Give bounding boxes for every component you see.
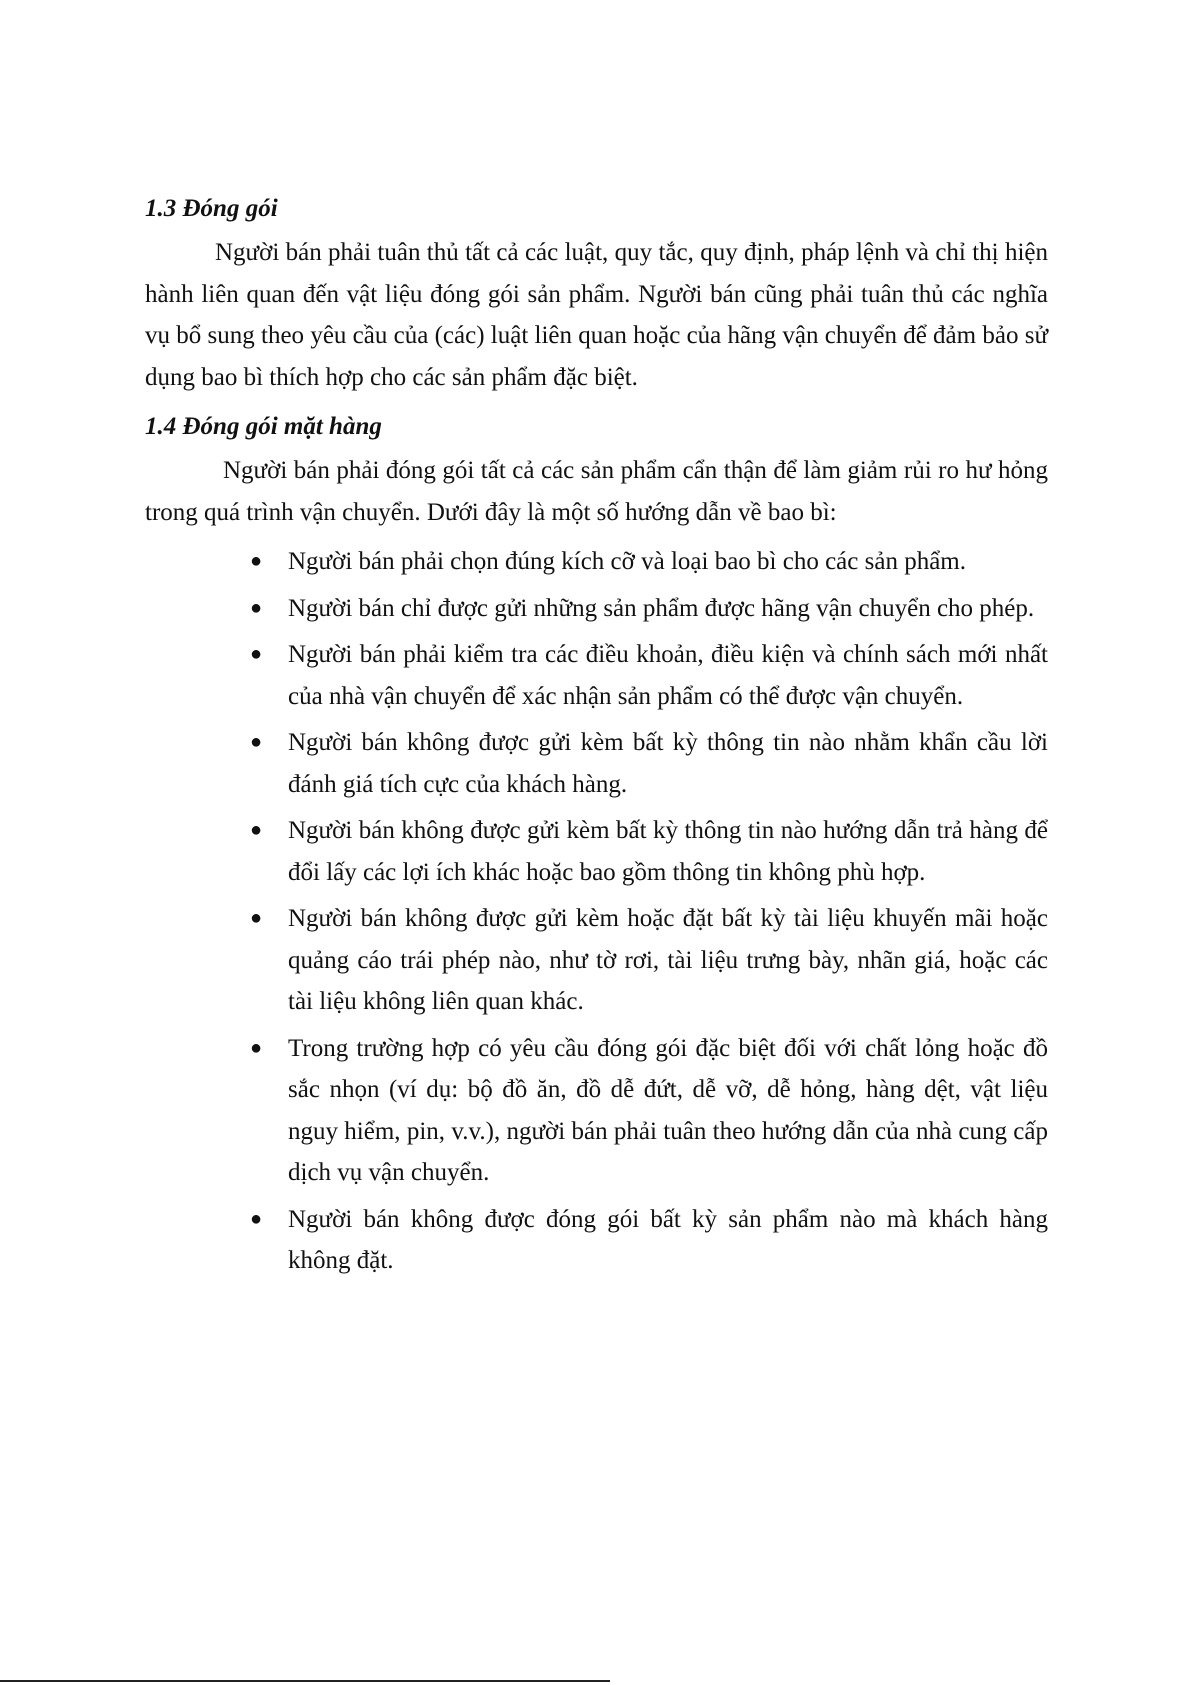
list-item-text: Người bán phải kiểm tra các điều khoản, điều kiện và chính sách mới nhất của nhà vận chuyển để xác nhận sản phẩm có thể được vận chuyển. (288, 641, 1048, 710)
list-item (145, 1028, 1048, 1194)
bullet-icon: ● (250, 550, 263, 572)
list-item-text: Người bán không được đóng gói bất kỳ sản phẩm nào mà khách hàng không đặt. (288, 1205, 1048, 1274)
footer-divider (0, 1680, 610, 1682)
list-item (145, 722, 1048, 805)
list-item (145, 810, 1048, 893)
bullet-icon: ● (250, 1207, 263, 1230)
section-paragraph-packaging: Người bán phải tuân thủ tất cả các luật, quy tắc, quy định, pháp lệnh và chỉ thị hiện hành liên quan đến vật liệu đóng gói sản phẩm. Người bán cũng phải tuân thủ các nghĩa vụ bổ sung theo yêu cầu của (các) luật liên quan hoặc của hãng vận chuyển để đảm bảo sử dụng bao bì thích hợp cho các sản phẩm đặc biệt. (145, 239, 1048, 391)
bullet-icon: ● (250, 643, 263, 665)
section-heading-packaging: 1.3 Đóng gói (145, 195, 278, 222)
list-item-text: Người bán phải chọn đúng kích cỡ và loại bao bì cho các sản phẩm. (288, 548, 966, 575)
bullet-icon: ● (250, 596, 263, 619)
list-item (145, 898, 1048, 1023)
section-heading-item-packaging: 1.4 Đóng gói mặt hàng (145, 413, 382, 440)
bullet-icon: ● (250, 907, 263, 929)
list-item (145, 588, 1048, 630)
list-item-text: Trong trường hợp có yêu cầu đóng gói đặc biệt đối với chất lỏng hoặc đồ sắc nhọn (ví dụ: bộ đồ ăn, đồ dễ đứt, dễ vỡ, dễ hỏng, hàng dệt, vật liệu nguy hiểm, pin, v.v.), người bán phải tuân theo hướng dẫn của nhà cung cấp dịch vụ vận chuyển. (288, 1034, 1048, 1186)
list-item (145, 541, 1048, 583)
list-item-text: Người bán không được gửi kèm bất kỳ thông tin nào hướng dẫn trả hàng để đổi lấy các lợi ích khác hoặc bao gồm thông tin không phù hợp. (288, 817, 1048, 886)
list-item (145, 634, 1048, 717)
document-page (145, 188, 1048, 1287)
list-item (145, 1199, 1048, 1282)
list-item-text: Người bán không được gửi kèm hoặc đặt bất kỳ tài liệu khuyến mãi hoặc quảng cáo trái phép nào, như tờ rơi, tài liệu trưng bày, nhãn giá, hoặc các tài liệu không liên quan khác. (288, 905, 1048, 1015)
bullet-icon: ● (250, 1036, 263, 1059)
bullet-icon: ● (250, 819, 263, 841)
section-paragraph-item-packaging: Người bán phải đóng gói tất cả các sản phẩm cẩn thận để làm giảm rủi ro hư hỏng trong quá trình vận chuyển. Dưới đây là một số hướng dẫn về bao bì: (145, 457, 1048, 526)
packaging-guidelines-list (145, 541, 1048, 1282)
bullet-icon: ● (250, 731, 263, 753)
list-item-text: Người bán chỉ được gửi những sản phẩm được hãng vận chuyển cho phép. (288, 594, 1035, 622)
list-item-text: Người bán không được gửi kèm bất kỳ thông tin nào nhằm khẩn cầu lời đánh giá tích cực của khách hàng. (288, 729, 1048, 798)
